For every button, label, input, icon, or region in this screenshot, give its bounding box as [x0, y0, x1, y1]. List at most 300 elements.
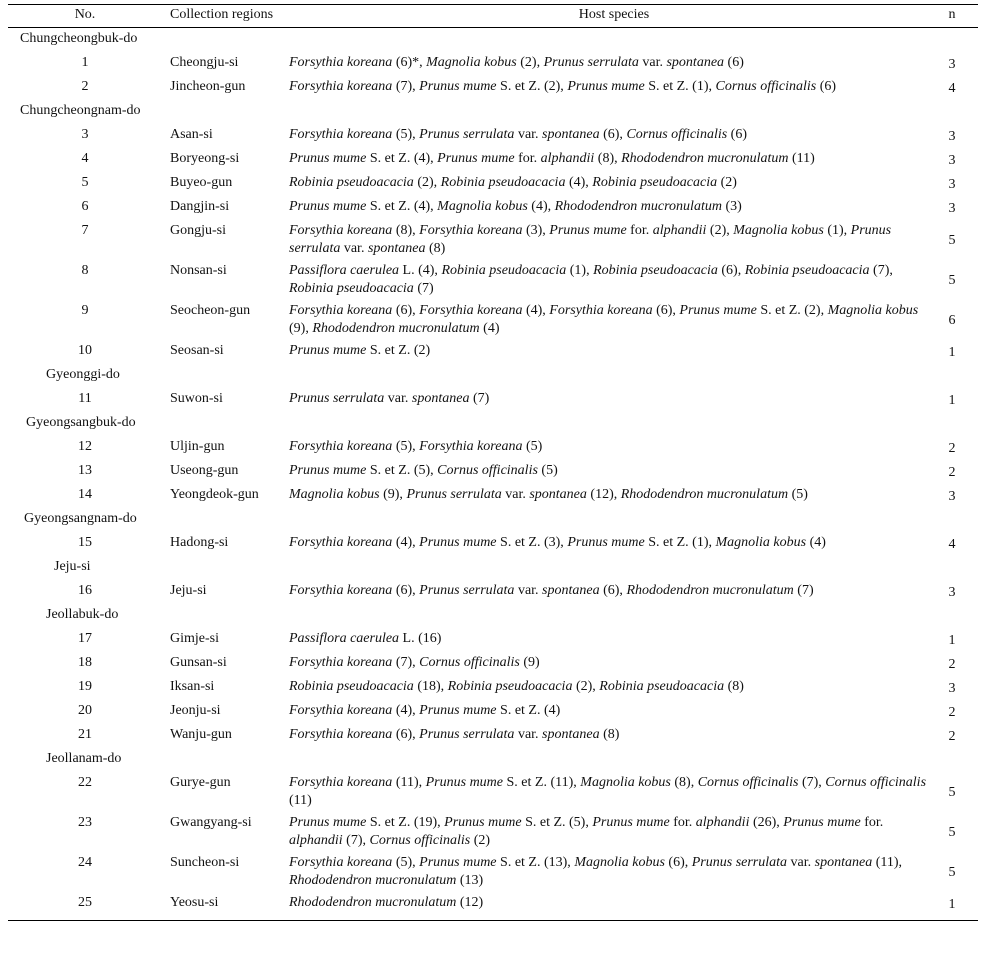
count-n: 3 — [948, 153, 956, 168]
count-n: 4 — [948, 81, 956, 96]
count-n: 3 — [948, 129, 956, 144]
collection-region: Gimje-si — [170, 631, 219, 646]
host-species-entry — [289, 281, 434, 296]
isolate-count: (6), — [652, 303, 680, 318]
species-qualifier: S. et Z. — [496, 535, 541, 550]
host-species-entry — [289, 303, 419, 318]
species-name: Prunus mume — [289, 151, 367, 166]
species-name: Prunus serrulata — [406, 487, 502, 502]
host-species-entry — [289, 655, 419, 670]
host-species-entry — [289, 895, 483, 910]
species-qualifier: S. et Z. — [366, 343, 411, 358]
host-species-entry — [549, 223, 733, 238]
species-qualifier: var. — [514, 727, 539, 742]
species-name: Forsythia koreana — [289, 55, 393, 70]
host-species-cell — [289, 390, 939, 408]
collection-region: Nonsan-si — [170, 263, 227, 278]
host-species-entry — [544, 55, 744, 70]
bottom-rule — [8, 920, 978, 921]
collection-region: Jeju-si — [170, 583, 207, 598]
species-name: Prunus mume — [289, 343, 367, 358]
isolate-count: (2), — [516, 55, 544, 70]
row-number: 5 — [81, 175, 89, 190]
host-species-entry — [289, 703, 419, 718]
collection-region: Buyeo-gun — [170, 175, 233, 190]
table-row — [8, 582, 978, 606]
top-rule — [8, 4, 978, 5]
species-name: Prunus mume — [419, 855, 497, 870]
isolate-count: (3), — [522, 223, 550, 238]
host-species-entry — [312, 321, 499, 336]
table-row — [8, 774, 978, 814]
species-name: Cornus officinalis — [715, 79, 817, 94]
host-species-entry — [574, 855, 691, 870]
host-species-cell — [289, 702, 939, 720]
species-name: Prunus mume — [425, 775, 504, 790]
isolate-count: (6), — [392, 303, 420, 318]
host-species-entry — [419, 855, 574, 870]
host-species-cell — [289, 78, 939, 96]
host-species-entry — [419, 303, 549, 318]
species-qualifier: var. — [384, 391, 409, 406]
species-name: Prunus mume — [592, 815, 670, 830]
species-epithet: spontanea — [538, 727, 600, 742]
isolate-count: (1), — [688, 79, 716, 94]
row-number: 22 — [78, 775, 92, 790]
species-qualifier: S. et Z. — [756, 303, 801, 318]
collection-region: Gwangyang-si — [170, 815, 252, 830]
species-name: Forsythia koreana — [289, 855, 393, 870]
species-name: Magnolia kobus — [580, 775, 671, 790]
species-name: Magnolia kobus — [289, 487, 380, 502]
count-n: 1 — [948, 393, 956, 408]
isolate-count: (2), — [706, 223, 734, 238]
host-species-entry — [626, 127, 747, 142]
species-name: Cornus officinalis — [437, 463, 538, 478]
host-species-entry — [441, 175, 593, 190]
species-name: Magnolia kobus — [715, 535, 807, 550]
host-species-entry — [289, 199, 437, 214]
isolate-count: (11), — [872, 855, 903, 870]
collection-region: Gurye-gun — [170, 775, 231, 790]
host-species-entry — [289, 127, 419, 142]
host-species-entry — [289, 263, 441, 278]
species-name: Robinia pseudoacacia — [447, 679, 573, 694]
species-name: Robinia pseudoacacia — [593, 263, 718, 278]
host-species-entry — [715, 79, 836, 94]
species-name: Passiflora caerulea — [289, 631, 400, 646]
isolate-count: (7), — [342, 833, 370, 848]
header-no: No. — [74, 7, 96, 22]
host-species-entry — [580, 775, 697, 790]
host-species-entry — [419, 583, 626, 598]
species-name: Prunus mume — [289, 815, 367, 830]
isolate-count: (11), — [546, 775, 581, 790]
isolate-count: (1), — [823, 223, 851, 238]
host-species-cell — [289, 726, 939, 744]
species-qualifier: S. et Z. — [521, 815, 566, 830]
isolate-count: (6), — [392, 727, 420, 742]
collection-region: Suwon-si — [170, 391, 223, 406]
table-row — [8, 150, 978, 174]
host-species-entry — [419, 535, 567, 550]
host-species-entry — [289, 583, 419, 598]
isolate-count: (6)*, — [392, 55, 427, 70]
province-label: Jeju-si — [54, 559, 91, 574]
species-name: Forsythia koreana — [289, 655, 393, 670]
host-species-entry — [289, 223, 419, 238]
species-qualifier: var. — [638, 55, 663, 70]
species-name: Prunus mume — [549, 223, 627, 238]
collection-region: Gunsan-si — [170, 655, 227, 670]
collection-region: Yeongdeok-gun — [170, 487, 259, 502]
species-name: Prunus mume — [419, 535, 497, 550]
isolate-count: (12), — [586, 487, 621, 502]
isolate-count: (5), — [410, 463, 438, 478]
species-epithet: alphandii — [537, 151, 595, 166]
species-name: Rhododendron mucronulatum — [289, 895, 457, 910]
host-species-entry — [692, 855, 902, 870]
collection-region: Suncheon-si — [170, 855, 240, 870]
collection-region: Hadong-si — [170, 535, 229, 550]
count-n: 3 — [948, 177, 956, 192]
isolate-count: (7) — [469, 391, 490, 406]
count-n: 1 — [948, 633, 956, 648]
isolate-count: (3), — [540, 535, 568, 550]
species-name: Forsythia koreana — [289, 439, 393, 454]
count-n: 5 — [948, 825, 956, 840]
species-name: Robinia pseudoacacia — [441, 263, 567, 278]
species-qualifier: S. et Z. — [496, 703, 541, 718]
row-number: 11 — [78, 391, 92, 406]
row-number: 8 — [81, 263, 89, 278]
isolate-count: (4), — [565, 175, 593, 190]
table-row — [8, 198, 978, 222]
host-species-entry — [289, 391, 489, 406]
count-n: 3 — [948, 201, 956, 216]
isolate-count: (5) — [522, 439, 543, 454]
species-name: Robinia pseudoacacia — [289, 175, 414, 190]
isolate-count: (4), — [522, 303, 550, 318]
host-species-cell — [289, 678, 939, 696]
host-species-cell — [289, 222, 939, 258]
collection-region: Iksan-si — [170, 679, 215, 694]
host-species-entry — [289, 439, 419, 454]
isolate-count: (6), — [599, 583, 627, 598]
isolate-count: (4) — [540, 703, 561, 718]
row-number: 2 — [81, 79, 89, 94]
host-species-entry — [289, 55, 426, 70]
host-species-cell — [289, 438, 939, 456]
isolate-count: (5) — [788, 487, 808, 502]
header-rule — [8, 27, 978, 28]
species-name: Robinia pseudoacacia — [440, 175, 566, 190]
species-name: Prunus mume — [437, 151, 515, 166]
host-species-entry — [733, 223, 850, 238]
species-name: Forsythia koreana — [549, 303, 653, 318]
count-n: 2 — [948, 705, 956, 720]
host-species-entry — [419, 127, 626, 142]
host-species-entry — [426, 55, 543, 70]
host-species-entry — [593, 263, 745, 278]
species-qualifier: L. — [399, 631, 415, 646]
table-row — [8, 894, 978, 918]
count-n: 1 — [948, 897, 956, 912]
species-name: Rhododendron mucronulatum — [289, 873, 457, 888]
species-name: Forsythia koreana — [289, 583, 393, 598]
host-species-cell — [289, 342, 939, 360]
species-qualifier: S. et Z. — [496, 79, 541, 94]
count-n: 4 — [948, 537, 956, 552]
count-n: 5 — [948, 785, 956, 800]
host-species-entry — [289, 815, 444, 830]
species-epithet: alphandii — [692, 815, 750, 830]
table-row — [8, 302, 978, 342]
isolate-count: (5), — [392, 855, 420, 870]
species-name: Prunus serrulata — [289, 223, 892, 256]
header-host-species: Host species — [578, 7, 650, 22]
collection-region: Cheongju-si — [170, 55, 239, 70]
collection-region: Boryeong-si — [170, 151, 240, 166]
isolate-count: (2), — [413, 175, 441, 190]
isolate-count: (4), — [392, 703, 420, 718]
table-row — [8, 342, 978, 366]
host-species-cell — [289, 534, 939, 552]
host-species-entry — [289, 631, 441, 646]
isolate-count: (4) — [806, 535, 826, 550]
isolate-count: (9), — [379, 487, 407, 502]
species-name: Rhododendron mucronulatum — [312, 321, 480, 336]
species-qualifier: S. et Z. — [366, 815, 411, 830]
host-species-cell — [289, 654, 939, 672]
isolate-count: (6), — [599, 127, 627, 142]
collection-region: Yeosu-si — [170, 895, 219, 910]
species-name: Robinia pseudoacacia — [289, 281, 414, 296]
host-species-entry — [289, 463, 437, 478]
count-n: 3 — [948, 681, 956, 696]
isolate-count: (6), — [664, 855, 692, 870]
host-species-entry — [419, 79, 567, 94]
host-species-entry — [626, 583, 813, 598]
province-label: Gyeonggi-do — [46, 367, 120, 382]
isolate-count: (7), — [869, 263, 893, 278]
species-name: Prunus serrulata — [419, 583, 515, 598]
host-species-entry — [419, 703, 560, 718]
isolate-count: (1), — [688, 535, 716, 550]
isolate-count: (8), — [392, 223, 420, 238]
row-number: 9 — [81, 303, 89, 318]
row-number: 15 — [78, 535, 92, 550]
host-species-entry — [437, 199, 554, 214]
isolate-count: (4) — [479, 321, 500, 336]
table-row — [8, 814, 978, 854]
species-name: Forsythia koreana — [289, 303, 393, 318]
species-qualifier: var. — [514, 583, 539, 598]
collection-region: Seocheon-gun — [170, 303, 251, 318]
host-species-entry — [679, 303, 827, 318]
species-name: Rhododendron mucronulatum — [620, 487, 789, 502]
isolate-count: (4), — [414, 263, 442, 278]
host-species-entry — [437, 151, 621, 166]
species-epithet: spontanea — [538, 583, 600, 598]
species-name: Prunus mume — [567, 79, 645, 94]
isolate-count: (2) — [470, 833, 491, 848]
species-name: Cornus officinalis — [369, 833, 471, 848]
species-name: Rhododendron mucronulatum — [554, 199, 722, 214]
isolate-count: (8) — [425, 241, 446, 256]
isolate-count: (18), — [413, 679, 448, 694]
table-row — [8, 262, 978, 302]
species-name: Forsythia koreana — [289, 703, 393, 718]
species-name: Prunus mume — [419, 703, 497, 718]
species-name: Cornus officinalis — [419, 655, 520, 670]
host-species-entry — [592, 175, 737, 190]
host-species-cell — [289, 198, 939, 216]
host-species-entry — [549, 303, 679, 318]
species-name: Cornus officinalis — [626, 127, 728, 142]
isolate-count: (6) — [816, 79, 837, 94]
species-name: Prunus mume — [444, 815, 522, 830]
isolate-count: (8) — [724, 679, 744, 694]
host-species-entry — [289, 775, 426, 790]
count-n: 2 — [948, 465, 956, 480]
isolate-count: (2), — [540, 79, 568, 94]
isolate-count: (9) — [519, 655, 540, 670]
species-qualifier: for. — [626, 223, 650, 238]
row-number: 19 — [78, 679, 92, 694]
species-name: Prunus mume — [419, 79, 497, 94]
host-species-entry — [441, 263, 593, 278]
host-species-entry — [715, 535, 825, 550]
host-species-entry — [745, 263, 893, 278]
species-qualifier: S. et Z. — [644, 535, 689, 550]
species-name: Magnolia kobus — [733, 223, 824, 238]
species-epithet: alphandii — [289, 833, 343, 848]
species-qualifier: L. — [399, 263, 415, 278]
count-n: 2 — [948, 441, 956, 456]
collection-region: Uljin-gun — [170, 439, 225, 454]
species-name: Magnolia kobus — [827, 303, 919, 318]
host-species-entry — [599, 679, 744, 694]
isolate-count: (2) — [717, 175, 737, 190]
row-number: 18 — [78, 655, 92, 670]
isolate-count: (5), — [392, 127, 420, 142]
table-row — [8, 678, 978, 702]
host-species-entry — [419, 439, 542, 454]
table-row — [8, 462, 978, 486]
host-species-cell — [289, 54, 939, 72]
host-species-entry — [289, 679, 448, 694]
isolate-count: (4), — [410, 199, 438, 214]
species-name: Forsythia koreana — [289, 727, 393, 742]
table-row — [8, 654, 978, 678]
table-row — [8, 54, 978, 78]
species-name: Prunus mume — [783, 815, 861, 830]
isolate-count: (6), — [392, 583, 420, 598]
header-collection-regions: Collection regions — [170, 7, 274, 22]
species-name: Prunus mume — [679, 303, 757, 318]
host-species-entry — [289, 343, 430, 358]
collection-region: Asan-si — [170, 127, 213, 142]
species-name: Prunus mume — [567, 535, 645, 550]
species-name: Forsythia koreana — [289, 775, 393, 790]
species-qualifier: for. — [514, 151, 538, 166]
host-species-cell — [289, 894, 939, 912]
row-number: 13 — [78, 463, 92, 478]
species-name: Forsythia koreana — [289, 127, 393, 142]
count-n: 5 — [948, 233, 956, 248]
species-name: Forsythia koreana — [419, 303, 523, 318]
species-qualifier: var. — [501, 487, 526, 502]
host-species-entry — [621, 487, 808, 502]
isolate-count: (8), — [670, 775, 698, 790]
host-species-entry — [289, 151, 437, 166]
host-species-entry — [592, 815, 783, 830]
host-species-entry — [289, 79, 419, 94]
species-name: Robinia pseudoacacia — [599, 679, 725, 694]
count-n: 1 — [948, 345, 956, 360]
row-number: 17 — [78, 631, 92, 646]
table-row — [8, 438, 978, 462]
species-qualifier: S. et Z. — [366, 199, 411, 214]
isolate-count: (13), — [540, 855, 575, 870]
host-species-cell — [289, 150, 939, 168]
province-label: Jeollanam-do — [46, 751, 122, 766]
host-species-cell — [289, 174, 939, 192]
isolate-count: (4), — [410, 151, 438, 166]
table-row — [8, 534, 978, 558]
species-name: Forsythia koreana — [419, 439, 523, 454]
count-n: 2 — [948, 657, 956, 672]
isolate-count: (12) — [456, 895, 484, 910]
row-number: 4 — [81, 151, 89, 166]
collection-region: Jeonju-si — [170, 703, 221, 718]
isolate-count: (5) — [537, 463, 558, 478]
province-label: Gyeongsangbuk-do — [26, 415, 136, 430]
count-n: 3 — [948, 585, 956, 600]
collection-region: Useong-gun — [170, 463, 239, 478]
species-qualifier: for. — [669, 815, 693, 830]
species-name: Rhododendron mucronulatum — [621, 151, 789, 166]
isolate-count: (5), — [565, 815, 593, 830]
host-species-cell — [289, 774, 939, 810]
province-label: Chungcheongbuk-do — [20, 31, 138, 46]
count-n: 2 — [948, 729, 956, 744]
row-number: 16 — [78, 583, 92, 598]
table-row — [8, 486, 978, 510]
row-number: 1 — [81, 55, 89, 70]
species-name: Rhododendron mucronulatum — [626, 583, 794, 598]
row-number: 20 — [78, 703, 92, 718]
species-name: Robinia pseudoacacia — [592, 175, 718, 190]
species-qualifier: S. et Z. — [366, 463, 411, 478]
species-name: Cornus officinalis — [825, 775, 927, 790]
collection-region: Gongju-si — [170, 223, 226, 238]
isolate-count: (9), — [289, 321, 313, 336]
species-name: Prunus serrulata — [543, 55, 639, 70]
isolate-count: (6) — [727, 127, 747, 142]
isolate-count: (11) — [788, 151, 815, 166]
species-qualifier: var. — [787, 855, 812, 870]
species-name: Magnolia kobus — [437, 199, 528, 214]
species-name: Robinia pseudoacacia — [289, 679, 414, 694]
isolate-count: (16) — [414, 631, 442, 646]
host-species-entry — [448, 679, 600, 694]
table-row — [8, 222, 978, 262]
collection-region: Wanju-gun — [170, 727, 232, 742]
row-number: 23 — [78, 815, 92, 830]
species-qualifier: S. et Z. — [503, 775, 547, 790]
